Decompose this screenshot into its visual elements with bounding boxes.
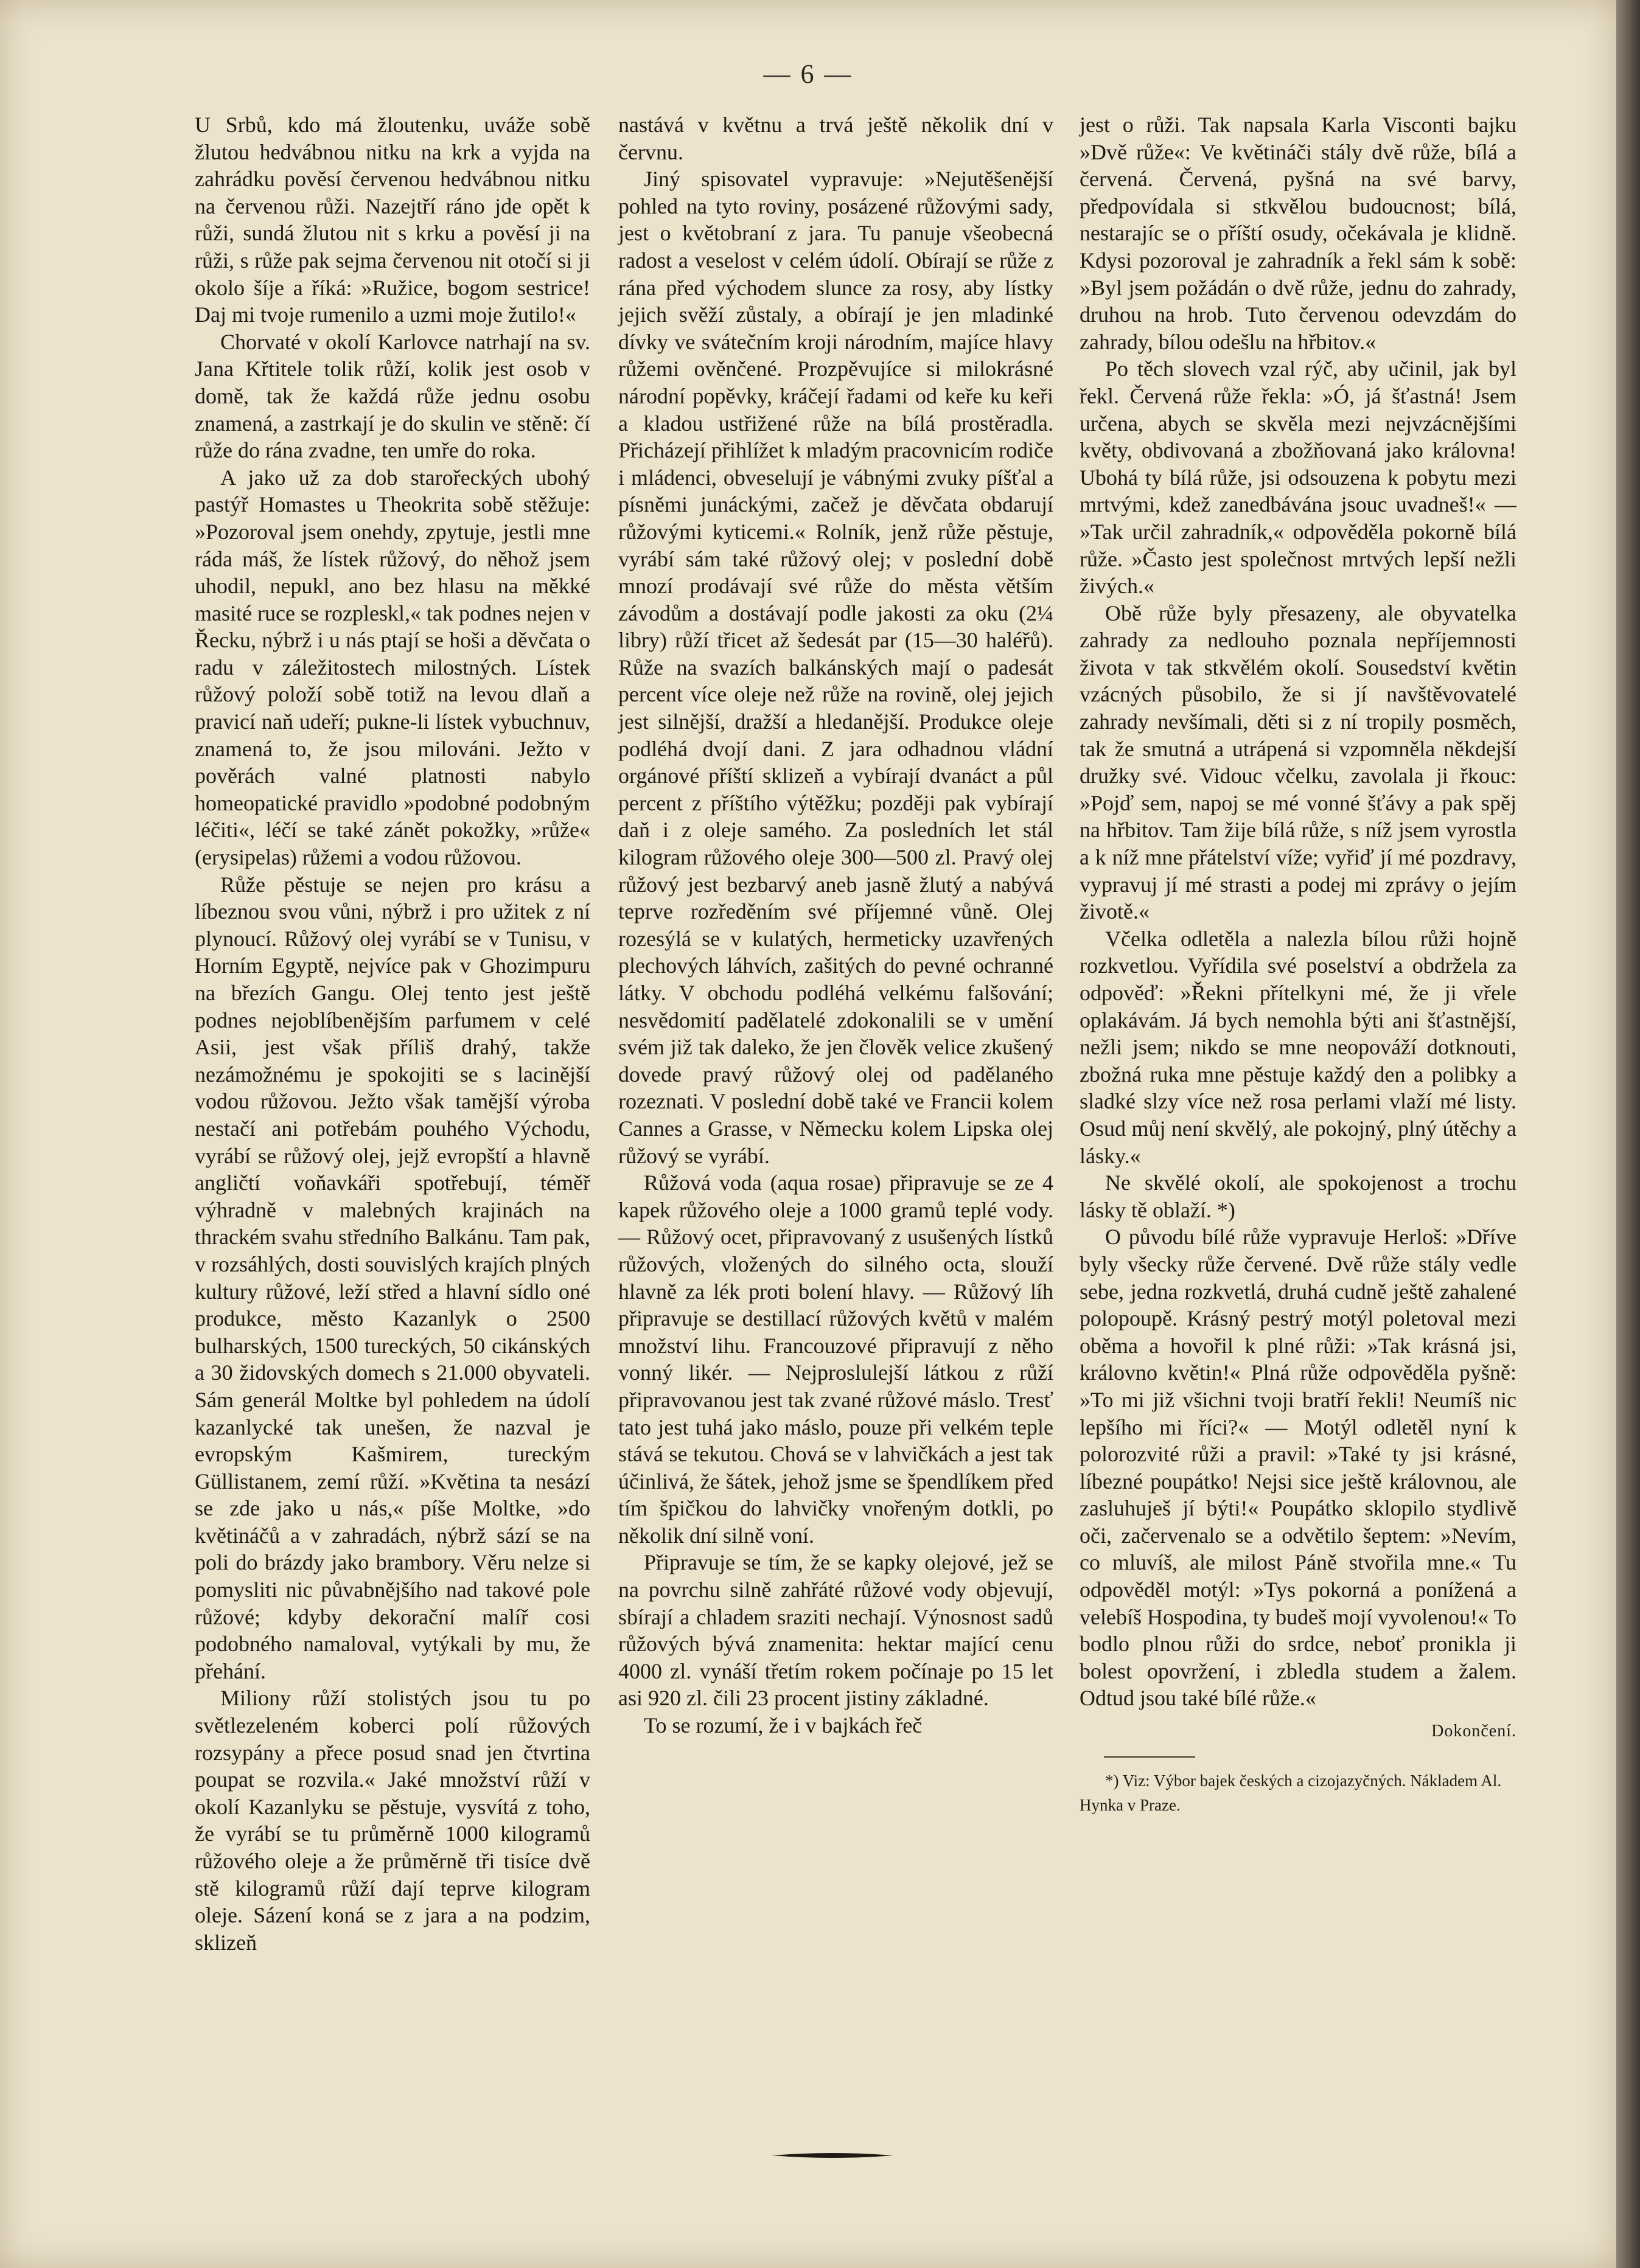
paragraph: Obě růže byly přesazeny, ale obyvatelka zahrady za nedlouho poznala nepříjemnosti života v tak stkvělém okolí. Sousedství květin vzácných působilo, že si jí navštěvovatelé zahrady nevšímali, děti si z ní tropily posměch, tak že smutná a utrápená si vzpomněla někdejší družky své. Vidouc včelku, zavolala ji řkouc: »Pojď sem, napoj se mé vonné šťávy a pak spěj na hřbitov. Tam žije bílá růže, s níž jsem vyrostla a k níž mne přátelství víže; vyřiď jí mé pozdravy, vypravuj jí mé strasti a podej mi zprávy o jejím životě.« (1080, 600, 1516, 924)
page-number: — 6 — (763, 59, 853, 89)
paragraph: A jako už za dob starořeckých ubohý pastýř Homastes u Theokrita sobě stěžuje: »Pozoroval jsem onehdy, zpytuje, jestli mne ráda máš, že lístek růžový, do něhož jsem uhodil, nepukl, ano bez hlasu na měkké masité ruce se rozpleskl,« tak podnes nejen v Řecku, nýbrž i u nás ptají se hoši a děvčata o radu v záležitostech milostných. Lístek růžový položí sobě totiž na levou dlaň a pravicí naň udeří; pukne-li lístek vybuchnuv, znamená to, že jsou milováni. Ježto v pověrách valné platnosti nabylo homeopatické pravidlo »podobné podobným léčiti«, léčí se také zánět pokožky, »růže« (erysipelas) růžemi a vodou růžovou. (195, 465, 590, 870)
text-column-1 (195, 111, 590, 1956)
text-column-2 (618, 111, 1053, 1739)
paragraph: Jiný spisovatel vypravuje: »Nejutěšenější pohled na tyto roviny, posázené růžovými sady, jest o květobraní z jara. Tu panuje všeobecná radost a veselost v celém údolí. Obírají se růže z rána před východem slunce za rosy, aby lístky jejich svěží zůstaly, a obírají je jen mladinké dívky ve svátečním kroji národním, majíce hlavy růžemi ověnčené. Prozpěvujíce si milokrásné národní popěvky, kráčejí řadami od keře ku keři a kladou ustřižené růže na bílá prostěradla. Přicházejí přihlížet k mladým pracovnicím rodiče i mládenci, obveselují je vábnými zvuky píšťal a písněmi junáckými, začež je děvčata obdarují růžovými kyticemi.« Rolník, jenž růže pěstuje, vyrábí sám také růžový olej; v poslední době mnozí prodávají své růže do města větším závodům a dostávají podle jakosti za oku (2¼ libry) růží třicet až šedesát par (15—30 haléřů). Růže na svazích balkánských mají o padesát percent více oleje než růže na rovině, olej jejich jest silnější, dražší a hledanější. Produkce oleje podléhá dvojí dani. Z jara odhadnou vládní orgánové příští sklizeň a vybírají dvanáct a půl percent z příštího výtěžku; později pak vybírají daň i z oleje samého. Za posledních let stál kilogram růžového oleje 300—500 zl. Pravý olej růžový jest bezbarvý aneb jasně žlutý a nabývá teprve rozředěním své příjemné vůně. Olej rozesýlá se v kulatých, hermeticky uzavřených plechových láhvích, zašitých do pevné ochranné látky. V obchodu podléhá velkému falšování; nesvědomití padělatelé zdokonalili se v umění svém již tak daleko, že jen člověk velice zkušený dovede pravý růžový olej od padělaného rozeznati. V poslední době také ve Francii kolem Cannes a Grasse, v Německu kolem Lipska olej růžový se vyrábí. (618, 167, 1053, 1168)
page-edge (1616, 0, 1640, 2268)
paragraph: Miliony růží stolistých jsou tu po světlezeleném koberci polí růžových rozsypány a přece posud snad jen čtvrtina poupat se rozvila.« Jaké množství růží v okolí Kazanlyku se pěstuje, vysvítá z toho, že vyrábí se tu průměrně 1000 kilogramů růžového oleje a že průměrně tři tisíce dvě stě kilogramů růží dají teprve kilogram oleje. Sázení koná se z jara a na podzim, sklizeň (195, 1686, 590, 1955)
paragraph: Po těch slovech vzal rýč, aby učinil, jak byl řekl. Červená růže řekla: »Ó, já šťastná! Jsem určena, abych se skvěla mezi nejvzácnějšími květy, obdivovaná a zbožňovaná jako královna! Ubohá ty bílá růže, jsi odsouzena k pobytu mezi mrtvými, kdež zanedbávána jsouc uvadneš!« — »Tak určil zahradník,« odpověděla pokorně bílá růže. »Často jest společnost mrtvých lepší nežli živých.« (1080, 357, 1516, 599)
paragraph: Chorvaté v okolí Karlovce natrhají na sv. Jana Křtitele tolik růží, kolik jest osob v domě, tak že každá růže jednu osobu znamená, a zastrkají je do skulin ve stěně: čí růže do rána zvadne, ten umře do roka. (195, 329, 590, 463)
end-ornament (772, 2149, 893, 2162)
paragraph: Růžová voda (aqua rosae) připravuje se ze 4 kapek růžového oleje a 1000 gramů teplé vody. — Růžový ocet, připravovaný z usušených lístků růžových, vložených do silného octa, slouží hlavně za lék proti bolení hlavy. — Růžový líh připravuje se destillací růžových květů v malém množství lihu. Francouzové připravují z něho vonný likér. — Nejproslulejší látkou z růží připravovanou jest tak zvané růžové máslo. Tresť tato jest tuhá jako máslo, pouze při velkém teple stává se tekutou. Chová se v lahvičkách a jest tak účinlivá, že šátek, jehož jsme se špendlíkem před tím špičkou do lahvičky vnořeným dotkli, po několik dní silně voní. (618, 1171, 1053, 1548)
paragraph: To se rozumí, že i v bajkách řeč (644, 1713, 923, 1738)
paragraph: nastává v květnu a trvá ještě několik dní v červnu. (618, 113, 1053, 164)
paragraph: Růže pěstuje se nejen pro krásu a líbeznou svou vůni, nýbrž i pro užitek z ní plynoucí. Růžový olej vyrábí se v Tunisu, v Horním Egyptě, nejvíce pak v Ghozimpuru na březích Gangu. Olej tento jest ještě podnes nejoblíbenějším parfumem v celé Asii, jest však příliš drahý, takže nezámožnému je spokojiti se s lacinější vodou růžovou. Ježto však tamější výroba nestačí ani potřebám pouhého Východu, vyrábí se růžový olej, jejž evropští a hlavně angličtí voňavkáři spotřebují, téměř výhradně v malebných krajinách na thrackém svahu středního Balkánu. Tam pak, v rozsáhlých, dosti souvislých krajích plných kultury růžové, leží střed a hlavní sídlo oné produkce, město Kazanlyk o 2500 bulharských, 1500 tureckých, 50 cikánských a 30 židovských domech s 21.000 obyvateli. Sám generál Moltke byl pohledem na údolí kazanlycké tak unešen, že nazval je evropským Kašmirem, tureckým Güllistanem, zemí růží. »Květina ta nesází se zde jako u nás,« píše Moltke, »do květináčů a v zahradách, nýbrž sází se na poli do brázdy jako brambory. Věru nelze si pomysliti nic půvabnějšího nad takové pole růžové; kdyby dekorační malíř cosi podobného namaloval, vytýkali by mu, že přehání. (195, 872, 590, 1683)
paragraph: Včelka odletěla a nalezla bílou růži hojně rozkvetlou. Vyřídila své poselství a obdržela za odpověď: »Řekni přítelkyni mé, že ji vřele oplakávám. Já bych nemohla býti ani šťastnější, nežli jsem; nikdo se mne neopováží dotknouti, zbožná ruka mne pěstuje každý den a polibky a sladké slzy více než rosa perlami vlaží mé listy. Osud můj není skvělý, ale pokojný, plný útěchy a lásky.« (1080, 926, 1516, 1168)
text-column-3 (1080, 111, 1516, 1817)
continued-note: Dokončení. (1431, 1722, 1516, 1741)
paragraph: Připravuje se tím, že se kapky olejové, jež se na povrchu silně zahřáté růžové vody objevují, sbírají a chladem sraziti nechají. Výnosnost sadů růžových bývá znamenita: hektar mající cenu 4000 zl. vynáší třetím rokem počínaje po 15 let asi 920 zl. čili 23 procent jistiny základné. (618, 1550, 1053, 1711)
footnote: *) Viz: Výbor bajek českých a cizojazyčných. Nákladem Al. Hynka v Praze. (1080, 1771, 1502, 1814)
paragraph: O původu bílé růže vypravuje Herloš: »Dříve byly všecky růže červené. Dvě růže stály vedle sebe, jedna rozkvetlá, druhá cudně ještě zahalené polopoupě. Krásný pestrý motýl poletoval mezi oběma a hovořil k plné růži: »Tak krásná jsi, královno květin!« Plná růže odpověděla pyšně: »To mi již všichni tvoji bratří řekli! Neumíš nic lepšího mi říci?« — Motýl odletěl nyní k polorozvité růži a pravil: »Také ty jsi krásné, líbezné poupátko! Nejsi sice ještě královnou, ale zasluhuješ jí býti!« Poupátko sklopilo stydlivě oči, začervenalo se a odvětilo šeptem: »Nevím, co mluvíš, ale milost Páně stvořila mne.« Tu odpověděl motýl: »Tys pokorná a ponížená a velebíš Hospodina, ty budeš mojí vyvolenou!« To bodlo plnou růži do srdce, neboť pronikla ji bolest opovržení, i zbledla studem a žalem. Odtud jsou také bílé růže.« (1080, 1225, 1516, 1711)
footnote-divider (1104, 1756, 1195, 1758)
paragraph: U Srbů, kdo má žloutenku, uváže sobě žlutou hedvábnou nitku na krk a vyjda na zahrádku pověsí červenou hedvábnou nitku na červenou růži. Nazejtří ráno jde opět k růži, sundá žlutou nit s krku a pověsí ji na růži, s růže pak sejma červenou nit otočí si ji okolo šíje a říká: »Ružice, bogom sestrice! Daj mi tvoje rumenilo a uzmi moje žutilo!« (195, 113, 590, 327)
paragraph: Ne skvělé okolí, ale spokojenost a trochu lásky tě oblaží. *) (1080, 1171, 1516, 1222)
paragraph: jest o růži. Tak napsala Karla Visconti bajku »Dvě růže«: Ve květináči stály dvě růže, bílá a červená. Červená, pyšná na své barvy, předpovídala si stkvělou budoucnost; bílá, nestarajíc se o příští osudy, očekávala je klidně. Kdysi pozoroval je zahradník a řekl sám k sobě: »Byl jsem požádán o dvě růže, jednu do zahrady, druhou na hrob. Tuto červenou odevzdám do zahrady, bílou odešlu na hřbitov.« (1080, 113, 1516, 354)
